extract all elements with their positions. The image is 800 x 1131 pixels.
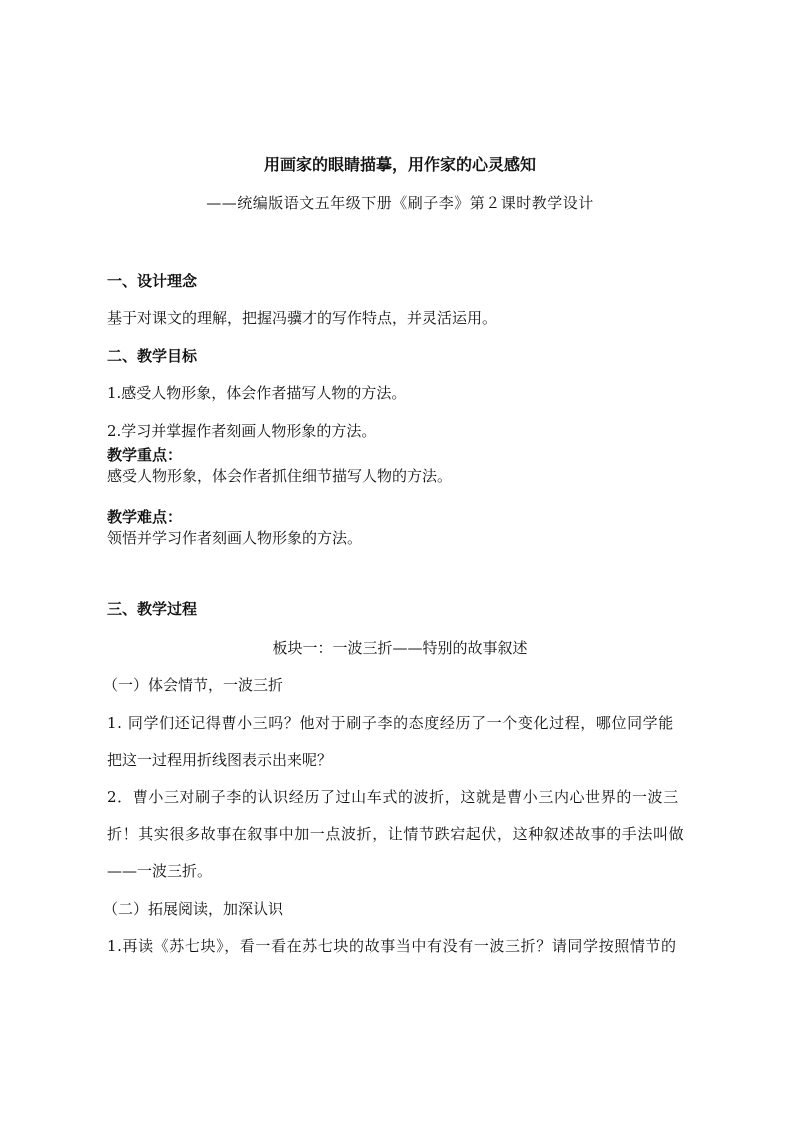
paragraph-design-concept: 基于对课文的理解，把握冯骥才的写作特点，并灵活运用。 [107, 309, 498, 327]
paragraph-2-line-2: 折！其实很多故事在叙事中加一点波折，让情节跌宕起伏，这种叙述故事的手法叫做 [107, 825, 685, 843]
paragraph-3-line-1: 1.再读《苏七块》，看一看在苏七块的故事当中有没有一波三折？请同学按照情节的 [107, 937, 677, 955]
difficulty-text: 领悟并学习作者刻画人物形象的方法。 [107, 529, 363, 547]
paragraph-2-line-3: ——一波三折。 [107, 862, 213, 880]
goal-item-1: 1.感受人物形象，体会作者描写人物的方法。 [107, 384, 407, 402]
document-subtitle: ——统编版语文五年级下册《刷子李》第２课时教学设计 [206, 194, 594, 212]
part1-heading: （一）体会情节，一波三折 [103, 676, 284, 694]
block1-title: 板块一：一波三折——特别的故事叙述 [272, 639, 528, 657]
part2-heading: （二）拓展阅读，加深认识 [103, 900, 284, 918]
section-heading-design-concept: 一、设计理念 [107, 272, 198, 290]
key-points-text: 感受人物形象，体会作者抓住细节描写人物的方法。 [107, 467, 453, 485]
difficulty-label: 教学难点： [107, 508, 183, 526]
paragraph-1-line-2: 把这一过程用折线图表示出来呢？ [107, 751, 333, 769]
section-heading-teaching-goals: 二、教学目标 [107, 347, 198, 365]
paragraph-1-line-1: 1. 同学们还记得曹小三吗？他对于刷子李的态度经历了一个变化过程，哪位同学能 [107, 714, 674, 732]
paragraph-2-line-1: 2．曹小三对刷子李的认识经历了过山车式的波折，这就是曹小三内心世界的一波三 [107, 788, 679, 806]
goal-item-2: 2.学习并掌握作者刻画人物形象的方法。 [107, 422, 377, 440]
document-title: 用画家的眼睛描摹，用作家的心灵感知 [263, 155, 536, 174]
key-points-label: 教学重点： [107, 446, 183, 464]
section-heading-teaching-process: 三、教学过程 [107, 600, 198, 618]
